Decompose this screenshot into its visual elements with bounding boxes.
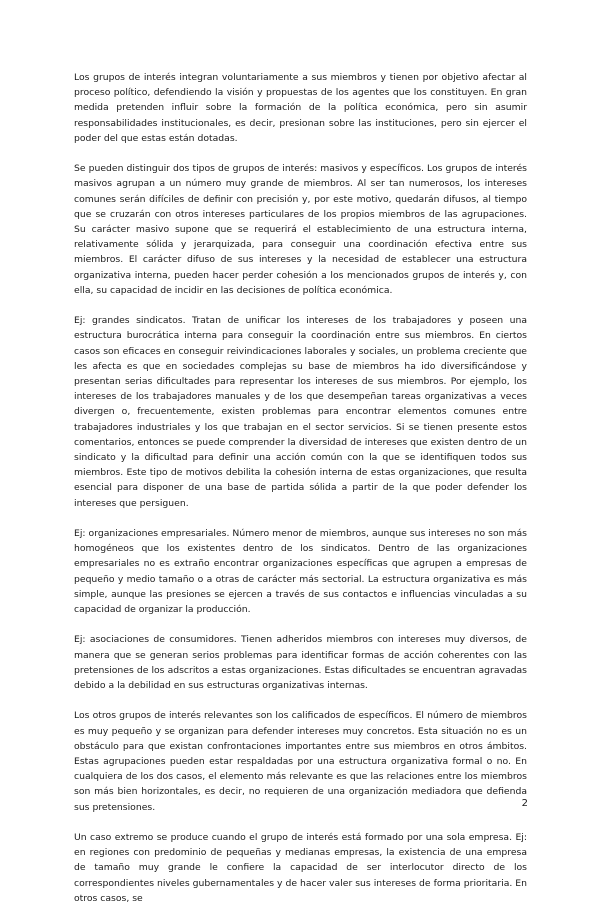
- paragraph-4: Ej: organizaciones empresariales. Número menor de miembros, aunque sus intereses no son más homogéneos que los existentes dentro de los sindicatos. Dentro de las organizaciones empresariales no es extraño encontrar organizaciones específicas que agrupen a empresas de pequeño y medio tamaño o a otras de carácter más sectorial. La estructura organizativa es más simple, aunque las presiones se ejercen a través de sus contactos e influencias vinculadas a su capacidad de organizar la producción.: [74, 528, 527, 616]
- paragraph-2: Se pueden distinguir dos tipos de grupos de interés: masivos y específicos. Los grupos de interés masivos agrupan a un número muy grande de miembros. Al ser tan numerosos, los intereses comunes serán difíciles de definir con precisión y, por este motivo, quedarán difusos, al tiempo que se cruzarán con otros intereses particulares de los propios miembros de las agrupaciones. Su carácter masivo supone que se requerirá el establecimiento de una estructura interna, relativamente sólida y jerarquizada, para conseguir una coordinación efectiva entre sus miembros. El carácter difuso de sus intereses y la necesidad de establecer una estructura organizativa interna, pueden hacer perder cohesión a los mencionados grupos de interés y, con ella, su capacidad de incidir en las decisiones de política económica.: [74, 163, 527, 296]
- paragraph-7: Un caso extremo se produce cuando el grupo de interés está formado por una sola empresa. Ej: en regiones con predominio de pequeñas y medianas empresas, la existencia de una empresa de tamaño muy grande le confiere la capacidad de ser interlocutor directo de los correspondientes niveles gubernamentales y de hacer valer sus intereses de forma prioritaria. En otros casos, se: [74, 832, 527, 904]
- paragraph-3: Ej: grandes sindicatos. Tratan de unificar los intereses de los trabajadores y poseen una estructura burocrática interna para conseguir la coordinación entre sus miembros. En ciertos casos son eficaces en conseguir reivindicaciones laborales y sociales, un problema creciente que les afecta es que en sociedades complejas su base de miembros ha ido diversificándose y presentan serias dificultades para representar los intereses de sus miembros. Por ejemplo, los intereses de los trabajadores manuales y de los que desempeñan tareas organizativas a veces divergen o, frecuentemente, existen problemas para encontrar elementos comunes entre trabajadores industriales y los que trabajan en el sector servicios. Si se tienen presente estos comentarios, entonces se puede comprender la diversidad de intereses que existen dentro de un sindicato y la dificultad para definir una acción común con la que se identifiquen todos sus miembros. Este tipo de motivos debilita la cohesión interna de estas organizaciones, que resulta esencial para disponer de una base de partida sólida a partir de la que poder defender los intereses que persiguen.: [74, 315, 527, 509]
- document-body: [74, 70, 527, 921]
- page-number: 2: [521, 798, 528, 809]
- paragraph-1: Los grupos de interés integran voluntariamente a sus miembros y tienen por objetivo afectar al proceso político, defendiendo la visión y propuestas de los agentes que los constituyen. En gran medida pretenden influir sobre la formación de la política económica, pero sin asumir responsabilidades institucionales, es decir, presionan sobre las instituciones, pero sin ejercer el poder del que estas están dotadas.: [74, 72, 527, 144]
- paragraph-6: Los otros grupos de interés relevantes son los calificados de específicos. El número de miembros es muy pequeño y se organizan para defender intereses muy concretos. Esta situación no es un obstáculo para que existan confrontaciones importantes entre sus miembros en otros ámbitos. Estas agrupaciones pueden estar respaldadas por una estructura organizativa formal o no. En cualquiera de los dos casos, el elemento más relevante es que las relaciones entre los miembros son más bien horizontales, es decir, no requieren de una organización mediadora que defienda sus pretensiones.: [74, 710, 527, 813]
- paragraph-5: Ej: asociaciones de consumidores. Tienen adheridos miembros con intereses muy diversos, de manera que se generan serios problemas para identificar formas de acción coherentes con las pretensiones de los adscritos a estas organizaciones. Estas dificultades se encuentran agravadas debido a la debilidad en sus estructuras organizativas internas.: [74, 634, 527, 692]
